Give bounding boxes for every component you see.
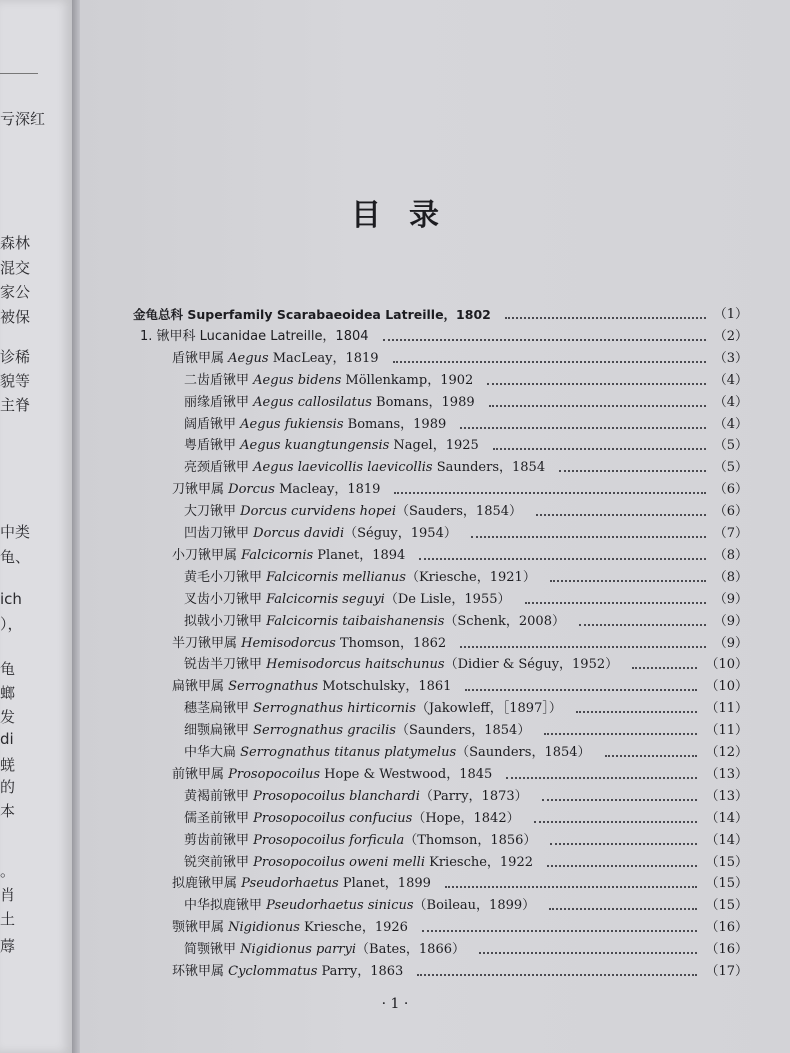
toc-entry-title xyxy=(184,742,591,764)
entry-page-number: （2） xyxy=(713,328,748,344)
facing-page-text: 主脊 xyxy=(0,396,31,414)
entry-chinese-name: 拟鹿锹甲属 xyxy=(172,876,242,892)
entry-latin-name: Superfamily Scarabaeoidea Latreille，1802 xyxy=(187,307,491,322)
toc-entry-title xyxy=(184,698,562,720)
entry-authority: Nagel，1925 xyxy=(389,438,479,454)
toc-entry[interactable] xyxy=(0,939,790,961)
entry-scientific-name: Aegus bidens xyxy=(253,372,342,388)
entry-chinese-name: 锐齿半刀锹甲 xyxy=(184,657,267,673)
toc-entry[interactable] xyxy=(0,873,790,895)
entry-chinese-name: 金龟总科 xyxy=(133,307,188,322)
facing-page-text: ich xyxy=(0,590,22,608)
entry-authority: Bomans，1989 xyxy=(371,394,475,410)
toc-entry[interactable] xyxy=(0,479,790,501)
entry-scientific-name: Prosopocoilus blanchardi xyxy=(253,788,420,804)
toc-entry-title xyxy=(184,589,511,611)
dot-leader xyxy=(445,886,697,888)
entry-page-number: （4） xyxy=(713,416,748,432)
facing-page-text: 螂 xyxy=(0,684,16,702)
entry-authority: （Séguy，1954） xyxy=(344,526,457,541)
dot-leader xyxy=(559,470,706,472)
facing-page-text: di xyxy=(0,730,14,748)
entry-page-number: （4） xyxy=(713,394,748,410)
entry-authority: （Thomson，1856） xyxy=(404,832,537,848)
toc-entry[interactable] xyxy=(0,808,790,830)
toc-entry-title xyxy=(172,961,403,983)
entry-chinese-name: 黄毛小刀锹甲 xyxy=(184,569,267,585)
entry-page-number: （16） xyxy=(705,920,748,936)
dot-leader xyxy=(544,733,697,735)
entry-page-number: （13） xyxy=(705,788,748,804)
entry-page-number: （9） xyxy=(713,613,748,629)
entry-page-number: （12） xyxy=(705,745,748,760)
entry-chinese-name: 凹齿刀锹甲 xyxy=(184,526,254,541)
entry-chinese-name: 颚锹甲属 xyxy=(172,920,229,936)
entry-authority: MacLeay，1819 xyxy=(268,350,379,366)
entry-authority: （Kriesche，1921） xyxy=(405,569,536,585)
entry-page-number: （5） xyxy=(713,438,748,454)
entry-page-number: （6） xyxy=(713,504,748,520)
entry-authority: （Saunders，1854） xyxy=(456,745,591,760)
dot-leader xyxy=(547,865,697,867)
toc-entry-title xyxy=(172,348,379,370)
entry-scientific-name: Falcicornis seguyi xyxy=(266,591,385,607)
toc-entry-title xyxy=(184,392,475,414)
entry-scientific-name: Prosopocoilus xyxy=(228,766,321,782)
entry-chinese-name: 扁锹甲属 xyxy=(172,679,229,695)
toc-entry-title xyxy=(184,414,446,436)
entry-scientific-name: Falcicornis mellianus xyxy=(266,569,406,585)
dot-leader xyxy=(493,448,706,450)
toc-entry[interactable] xyxy=(0,611,790,633)
dot-leader xyxy=(471,536,706,538)
toc-entry[interactable] xyxy=(0,457,790,479)
entry-page-number: （7） xyxy=(713,526,748,541)
toc-entry[interactable] xyxy=(0,676,790,698)
dot-leader xyxy=(536,514,706,516)
entry-latin-name: Lucanidae Latreille，1804 xyxy=(199,328,369,344)
dot-leader xyxy=(422,930,697,932)
facing-page-text: ）， xyxy=(0,615,23,633)
entry-page-number: （17） xyxy=(705,964,748,979)
entry-chinese-name: 粤盾锹甲 xyxy=(184,438,241,454)
dot-leader xyxy=(525,602,706,604)
toc-entry[interactable] xyxy=(0,895,790,917)
entry-scientific-name: Cyclommatus xyxy=(228,964,318,979)
toc-entry[interactable] xyxy=(0,786,790,808)
entry-scientific-name: Serrognathus gracilis xyxy=(253,723,396,739)
dot-leader xyxy=(576,711,697,713)
entry-chinese-name: 小刀锹甲属 xyxy=(172,547,242,563)
entry-scientific-name: Aegus fukiensis xyxy=(240,416,344,432)
entry-authority: （Boileau，1899） xyxy=(413,898,536,914)
entry-page-number: （15） xyxy=(705,898,748,914)
toc-entry-title xyxy=(184,370,473,392)
dot-leader xyxy=(460,427,706,429)
facing-page-text: 蜣 xyxy=(0,756,16,774)
toc-entry[interactable] xyxy=(0,523,790,545)
entry-authority: Möllenkamp，1902 xyxy=(341,372,474,388)
entry-page-number: （5） xyxy=(713,460,748,476)
entry-page-number: （10） xyxy=(705,679,748,695)
toc-entry-title xyxy=(184,852,533,874)
entry-chinese-name: 叉齿小刀锹甲 xyxy=(184,591,267,607)
entry-chinese-name: 大刀锹甲 xyxy=(184,504,241,520)
facing-page-text: 。 xyxy=(0,862,16,880)
entry-page-number: （9） xyxy=(713,591,748,607)
toc-entry-title xyxy=(184,501,522,523)
entry-authority: Hope & Westwood，1845 xyxy=(320,766,493,782)
toc-entry-title xyxy=(184,808,520,830)
dot-leader xyxy=(579,624,706,626)
entry-page-number: （15） xyxy=(705,876,748,892)
entry-page-number: （3） xyxy=(713,350,748,366)
entry-authority: （Didier & Séguy，1952） xyxy=(444,657,619,673)
entry-chinese-name: 盾锹甲属 xyxy=(172,350,229,366)
dot-leader xyxy=(487,383,706,385)
toc-entry[interactable] xyxy=(0,917,790,939)
dot-leader xyxy=(393,361,706,363)
dot-leader xyxy=(506,777,697,779)
entry-authority: Parry，1863 xyxy=(317,964,404,979)
entry-scientific-name: Serrognathus titanus platymelus xyxy=(240,745,457,760)
entry-chinese-name: 前锹甲属 xyxy=(172,766,229,782)
entry-page-number: （11） xyxy=(705,723,748,739)
entry-scientific-name: Aegus kuangtungensis xyxy=(240,438,390,454)
facing-page-text: 本 xyxy=(0,802,16,820)
entry-chinese-name: 简颚锹甲 xyxy=(184,942,241,958)
dot-leader xyxy=(417,974,697,976)
entry-scientific-name: Hemisodorcus xyxy=(241,635,336,651)
entry-authority: Thomson，1862 xyxy=(335,635,447,651)
entry-authority: Planet，1894 xyxy=(313,547,406,563)
entry-page-number: （16） xyxy=(705,942,748,958)
dot-leader xyxy=(542,799,697,801)
entry-chinese-name: 刀锹甲属 xyxy=(172,482,229,498)
toc-entry-title xyxy=(184,435,479,457)
entry-chinese-name: 二齿盾锹甲 xyxy=(184,372,254,388)
dot-leader xyxy=(489,405,706,407)
entry-page-number: （10） xyxy=(705,657,748,673)
toc-entry-title xyxy=(184,567,536,589)
facing-page-text: 肖 xyxy=(0,886,16,904)
entry-page-number: （1） xyxy=(713,307,748,322)
entry-page-number: （11） xyxy=(705,701,748,717)
entry-authority: Kriesche，1922 xyxy=(424,854,533,870)
toc-entry-title xyxy=(184,654,618,676)
facing-page-text: 森林 xyxy=(0,234,31,252)
entry-chinese-name: 细颚扁锹甲 xyxy=(184,723,254,739)
entry-page-number: （14） xyxy=(705,832,748,848)
dot-leader xyxy=(550,580,706,582)
toc-entry[interactable] xyxy=(0,435,790,457)
entry-scientific-name: Aegus callosilatus xyxy=(253,394,372,410)
entry-authority: （Sauders，1854） xyxy=(396,504,523,520)
entry-authority: Motschulsky，1861 xyxy=(318,679,452,695)
dot-leader xyxy=(605,755,697,757)
toc-entry-title xyxy=(184,895,535,917)
dot-leader xyxy=(534,821,697,823)
entry-chinese-name: 半刀锹甲属 xyxy=(172,635,242,651)
entry-authority: Bomans，1989 xyxy=(343,416,447,432)
toc-entry[interactable] xyxy=(0,414,790,436)
entry-scientific-name: Hemisodorcus haitschunus xyxy=(266,657,445,673)
entry-chinese-name: 拟戟小刀锹甲 xyxy=(184,613,267,629)
toc-entry-title xyxy=(172,873,431,895)
facing-page-text: 发 xyxy=(0,708,16,726)
toc-entry[interactable] xyxy=(0,654,790,676)
page-title: 目录 xyxy=(351,198,467,233)
toc-entry-title xyxy=(133,304,491,326)
entry-authority: （De Lisle，1955） xyxy=(384,591,511,607)
toc-entry-title xyxy=(172,764,492,786)
entry-page-number: （8） xyxy=(713,547,748,563)
entry-scientific-name: Prosopocoilus forficula xyxy=(253,832,405,848)
entry-scientific-name: Falcicornis taibaishanensis xyxy=(266,613,445,629)
facing-page-text: 诊稀 xyxy=(0,348,31,366)
dot-leader xyxy=(460,646,706,648)
toc-entry-title xyxy=(172,545,405,567)
entry-scientific-name: Pseudorhaetus sinicus xyxy=(266,898,414,914)
dot-leader xyxy=(419,558,706,560)
dot-leader xyxy=(550,843,697,845)
toc-entry-title xyxy=(172,633,446,655)
toc-entry[interactable] xyxy=(0,370,790,392)
toc-entry-title xyxy=(184,830,536,852)
toc-entry[interactable] xyxy=(0,392,790,414)
entry-authority: Planet，1899 xyxy=(338,876,431,892)
entry-chinese-name: 1. 锹甲科 xyxy=(140,328,200,344)
toc-entry[interactable] xyxy=(0,567,790,589)
entry-scientific-name: Falcicornis xyxy=(241,547,314,563)
entry-chinese-name: 环锹甲属 xyxy=(172,964,229,979)
entry-authority: （Schenk，2008） xyxy=(444,613,565,629)
entry-scientific-name: Serrognathus hirticornis xyxy=(253,701,416,717)
facing-page-text: 蓐 xyxy=(0,937,16,955)
entry-chinese-name: 阔盾锹甲 xyxy=(184,416,241,432)
toc-entry-title xyxy=(184,457,545,479)
toc-entry-title xyxy=(184,611,565,633)
entry-chinese-name: 黄褐前锹甲 xyxy=(184,788,254,804)
entry-scientific-name: Prosopocoilus confucius xyxy=(253,810,413,826)
entry-scientific-name: Dorcus davidi xyxy=(253,526,345,541)
dot-leader xyxy=(479,952,697,954)
entry-chinese-name: 中华大扁 xyxy=(184,745,241,760)
toc-entry[interactable] xyxy=(0,961,790,983)
entry-page-number: （8） xyxy=(713,569,748,585)
entry-page-number: （9） xyxy=(713,635,748,651)
entry-chinese-name: 中华拟鹿锹甲 xyxy=(184,898,267,914)
toc-entry[interactable] xyxy=(0,698,790,720)
dot-leader xyxy=(394,492,706,494)
entry-chinese-name: 儒圣前锹甲 xyxy=(184,810,254,826)
dot-leader xyxy=(505,317,706,319)
toc-entry[interactable] xyxy=(0,633,790,655)
facing-page-text: 貌等 xyxy=(0,372,31,390)
facing-page-text: 中类 xyxy=(0,523,31,541)
entry-scientific-name: Prosopocoilus oweni melli xyxy=(253,854,425,870)
toc-entry[interactable] xyxy=(0,764,790,786)
toc-entry-title xyxy=(184,720,530,742)
entry-scientific-name: Pseudorhaetus xyxy=(241,876,339,892)
entry-scientific-name: Nigidionus parryi xyxy=(240,942,357,958)
entry-scientific-name: Dorcus curvidens hopei xyxy=(240,504,396,520)
toc-entry[interactable] xyxy=(0,589,790,611)
facing-page-text: 混交 xyxy=(0,259,31,277)
entry-authority: （Saunders，1854） xyxy=(395,723,531,739)
facing-page-text: 龟、 xyxy=(0,548,31,566)
toc-entry[interactable] xyxy=(0,348,790,370)
entry-authority: （Hope，1842） xyxy=(412,810,520,826)
entry-chinese-name: 剪齿前锹甲 xyxy=(184,832,254,848)
entry-page-number: （4） xyxy=(713,372,748,388)
entry-authority: （Jakowleff，［1897］） xyxy=(415,701,562,717)
facing-page-text: 被保 xyxy=(0,308,31,326)
entry-page-number: （13） xyxy=(705,766,748,782)
entry-scientific-name: Serrognathus xyxy=(228,679,319,695)
dot-leader xyxy=(632,667,697,669)
dot-leader xyxy=(383,339,706,341)
toc-entry[interactable] xyxy=(0,501,790,523)
toc-entry-title xyxy=(172,676,451,698)
toc-entry-title xyxy=(172,479,380,501)
toc-entry-title xyxy=(184,786,528,808)
entry-authority: Kriesche，1926 xyxy=(299,920,408,936)
entry-chinese-name: 穗茎扁锹甲 xyxy=(184,701,254,717)
entry-scientific-name: Aegus laevicollis laevicollis xyxy=(253,460,433,476)
toc-entry[interactable] xyxy=(0,830,790,852)
entry-chinese-name: 亮颈盾锹甲 xyxy=(184,460,254,476)
toc-entry[interactable] xyxy=(0,742,790,764)
entry-page-number: （6） xyxy=(713,482,748,498)
facing-page-text: 家公 xyxy=(0,283,31,301)
entry-scientific-name: Aegus xyxy=(228,350,269,366)
toc-entry-title xyxy=(184,523,457,545)
entry-chinese-name: 丽缘盾锹甲 xyxy=(184,394,254,410)
entry-page-number: （15） xyxy=(705,854,748,870)
entry-scientific-name: Nigidionus xyxy=(228,920,300,936)
toc-entry-title xyxy=(184,939,465,961)
entry-scientific-name: Dorcus xyxy=(228,482,275,498)
toc-entry-title xyxy=(172,917,408,939)
page-number: · 1 · xyxy=(381,996,409,1012)
toc-entry[interactable] xyxy=(0,852,790,874)
facing-page-text: 亏深红 xyxy=(0,110,46,128)
toc-entry[interactable] xyxy=(0,304,790,326)
toc-entry-title xyxy=(140,326,369,348)
entry-chinese-name: 锐突前锹甲 xyxy=(184,854,254,870)
toc-entry[interactable] xyxy=(0,545,790,567)
entry-authority: Saunders，1854 xyxy=(432,460,546,476)
entry-authority: （Parry，1873） xyxy=(419,788,528,804)
entry-page-number: （14） xyxy=(705,810,748,826)
dot-leader xyxy=(465,689,697,691)
entry-authority: （Bates，1866） xyxy=(356,942,465,958)
toc-entry[interactable] xyxy=(0,326,790,348)
entry-authority: Macleay，1819 xyxy=(274,482,381,498)
facing-page-text: 龟 xyxy=(0,660,16,678)
toc-entry[interactable] xyxy=(0,720,790,742)
facing-page-text: 土 xyxy=(0,910,16,928)
dot-leader xyxy=(549,908,697,910)
facing-page-text: 的 xyxy=(0,778,16,796)
